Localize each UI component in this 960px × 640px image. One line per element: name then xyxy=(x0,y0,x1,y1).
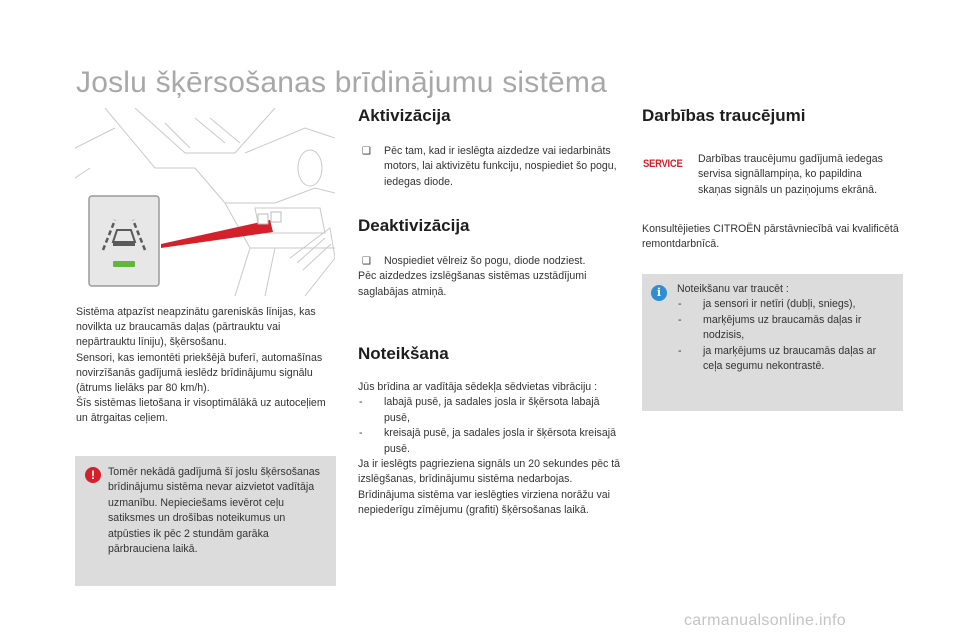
activation-heading: Aktivizācija xyxy=(358,106,451,125)
lane-button-icon xyxy=(89,196,159,286)
intro-paragraph: Sensori, kas iemontēti priekšējā buferī, automašīnas novirzīšanās gadījumā ieslēdz brīdinājumu signālu (ātrums lielāks par 80 km/h). xyxy=(76,351,323,395)
intro-text xyxy=(76,305,338,427)
info-icon: i xyxy=(651,285,667,301)
watermark: carmanualsonline.info xyxy=(684,612,846,629)
malfunction-heading: Darbības traucējumi xyxy=(642,106,806,125)
activation-step: ❑ Pēc tam, kad ir ieslēgta aizdedze vai iedarbināts motors, lai aktivizētu funkciju, nospiediet šo pogu, iedegas diode. xyxy=(362,145,617,188)
list-item: - marķējums uz braucamās daļas ir nodzisis, xyxy=(678,313,862,342)
arrow-bullet-icon: ❑ xyxy=(362,146,371,157)
detection-section xyxy=(358,380,623,519)
info-box xyxy=(642,274,903,411)
deactivation-text: Pēc aizdedzes izslēgšanas sistēmas uzstādījumi saglabājas atmiņā. xyxy=(358,270,587,298)
activation-section xyxy=(358,144,623,190)
deactivation-heading: Deaktivizācija xyxy=(358,216,470,235)
intro-paragraph: Šīs sistēmas lietošana ir visoptimālākā uz autoceļiem un ātrgaitas ceļiem. xyxy=(76,397,326,425)
arrow-bullet-icon: ❑ xyxy=(362,256,371,267)
list-item: - kreisajā pusē, ja sadales josla ir šķērsota kreisajā pusē. xyxy=(359,427,616,455)
warning-text: Tomēr nekādā gadījumā šī joslu šķērsošanas brīdinājumu sistēma nevar aizvietot vadītāja uzmanību. Nepieciešams ievērot ceļu satiksmes un drošības noteikumus un atpūsties ik pēc 2 stundām garāka pārbrauciena laikā. xyxy=(108,466,320,556)
intro-paragraph: Sistēma atpazīst neapzinātu gareniskās līnijas, kas novilkta uz braucamās daļas (pārtrauktu vai nepārtrauktu līniju), šķērsošanu. xyxy=(76,306,316,349)
exclamation-icon: ! xyxy=(85,467,101,483)
detection-paragraph: Ja ir ieslēgts pagrieziena signāls un 20 sekundes pēc tā izslēgšanas, brīdinājumu sistēma nedarbojas. xyxy=(358,458,621,486)
malfunction-text: Darbības traucējumu gadījumā iedegas servisa signāllampiņa, ko papildina skaņas signāls un paziņojums ekrānā. xyxy=(698,153,883,196)
deactivation-section xyxy=(358,254,623,300)
detection-heading: Noteikšana xyxy=(358,344,449,363)
service-warning-icon: SERVICE xyxy=(643,158,683,170)
list-item: - ja marķējums uz braucamās daļas ar ceļa segumu nekontrastē. xyxy=(678,344,877,373)
page-title: Joslu šķērsošanas brīdinājumu sistēma xyxy=(76,66,607,99)
deactivation-step: ❑ Nospiediet vēlreiz šo pogu, diode nodziest. xyxy=(358,254,623,269)
dashboard-illustration xyxy=(75,108,335,296)
info-lead: Noteikšanu var traucēt : xyxy=(677,283,789,295)
malfunction-contact: Konsultējieties CITROËN pārstāvniecībā vai kvalificētā remontdarbnīcā. xyxy=(642,223,899,251)
list-item: - labajā pusē, ja sadales josla ir šķērsota labajā pusē, xyxy=(359,396,600,424)
detection-lead: Jūs brīdina ar vadītāja sēdekļa sēdvietas vibrāciju : xyxy=(358,381,598,393)
detection-paragraph: Brīdinājuma sistēma var ieslēgties virziena norāžu vai nepiederīgu zīmējumu (grafiti) šķērsošanas laikā. xyxy=(358,488,611,517)
warning-box xyxy=(75,456,336,586)
list-item: - ja sensori ir netīri (dubļi, sniegs), xyxy=(678,298,856,311)
